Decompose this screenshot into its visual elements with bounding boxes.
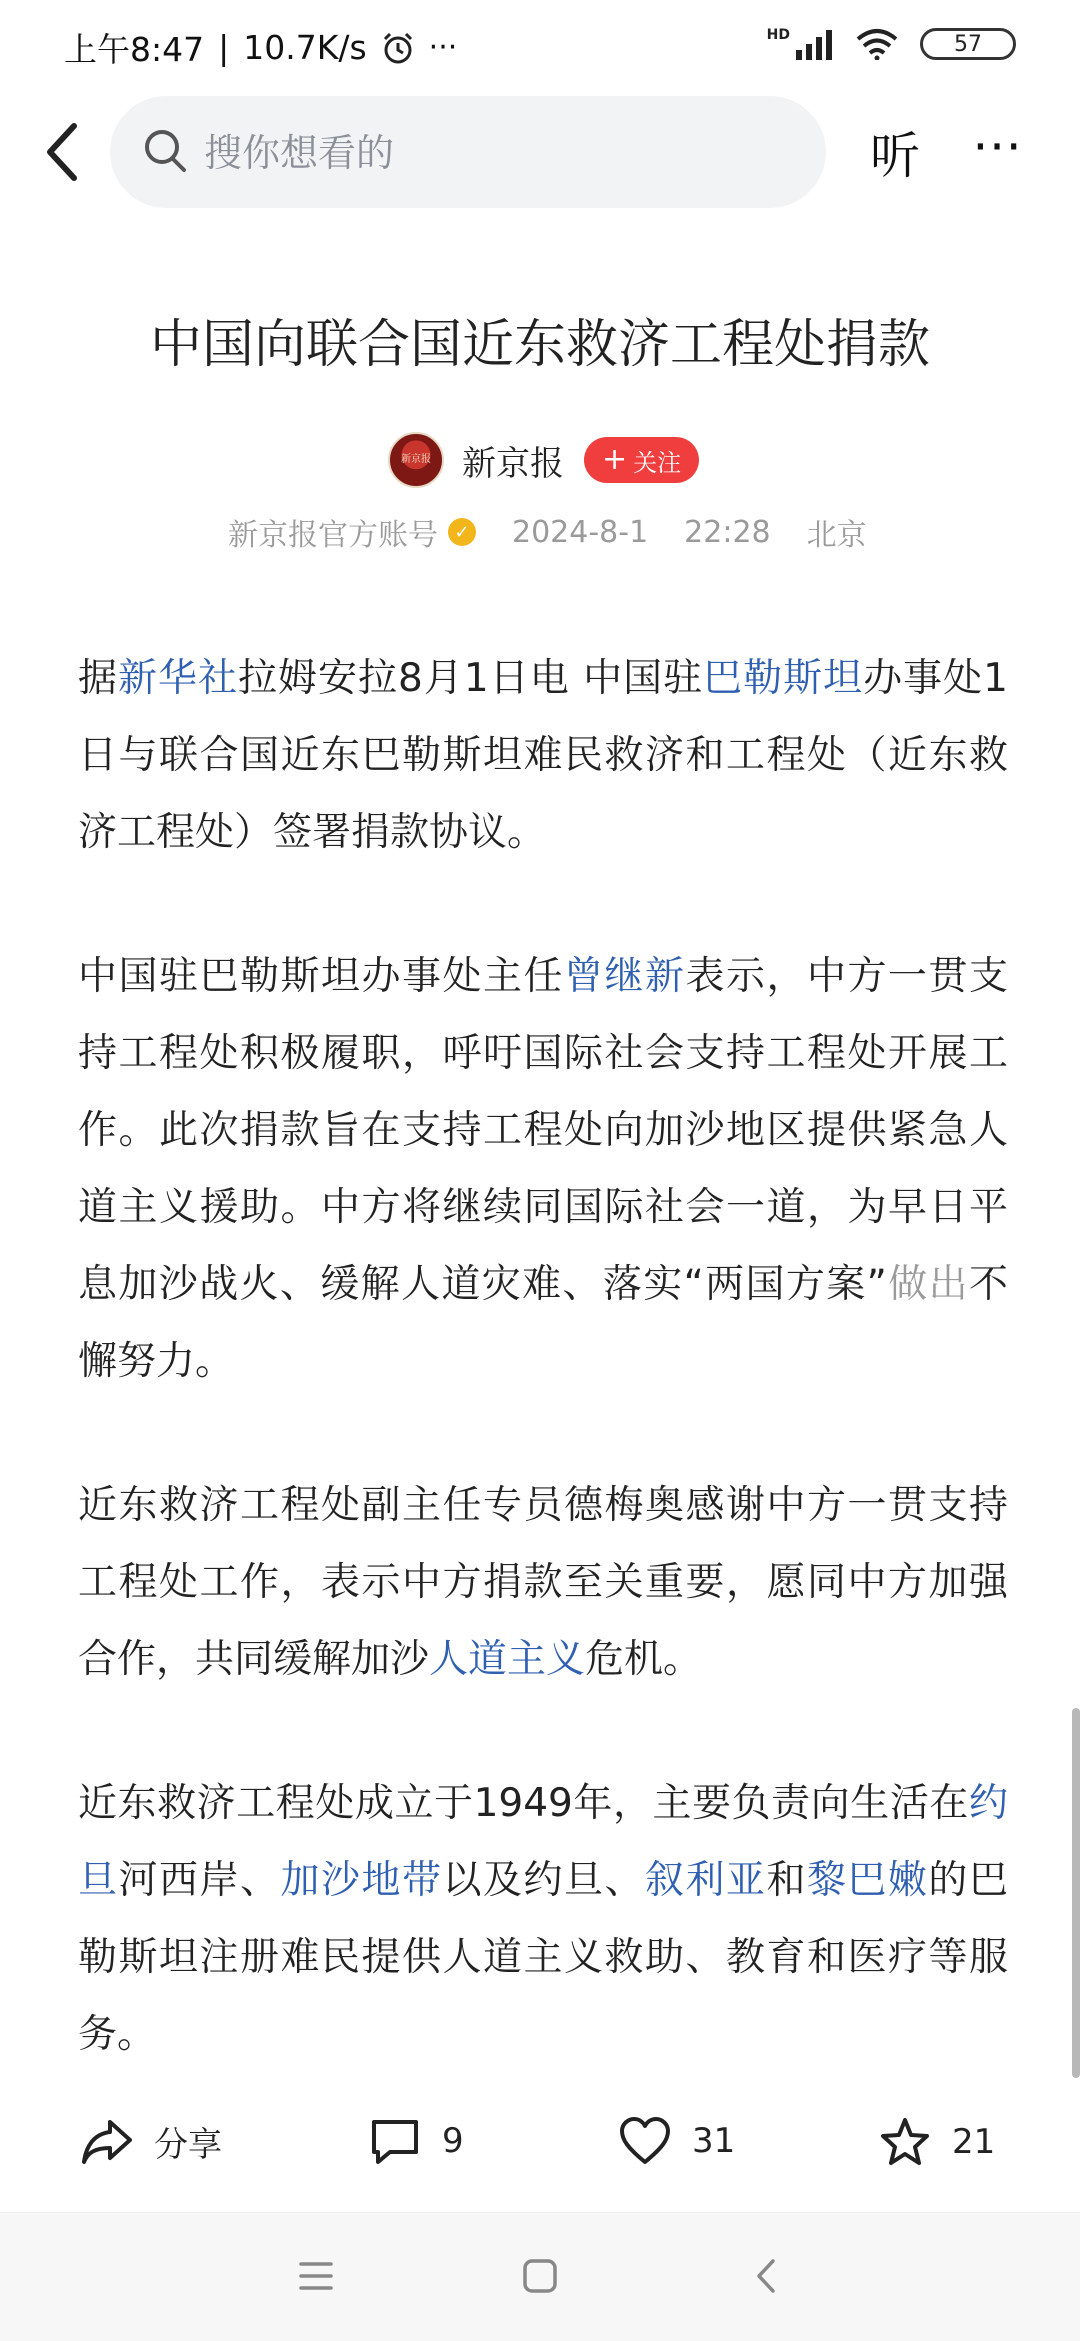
- article-title: 中国向联合国近东救济工程处捐款: [149, 315, 930, 375]
- follow-button[interactable]: [584, 437, 699, 483]
- scrollbar[interactable]: [1072, 1708, 1080, 2078]
- link-lebanon[interactable]: 黎巴嫩: [806, 1858, 929, 1903]
- meta-row: [228, 510, 867, 554]
- battery-level: 57: [954, 31, 982, 57]
- link-humanitarian[interactable]: 人道主义: [429, 1637, 586, 1682]
- comment-button[interactable]: [368, 2116, 464, 2166]
- follow-label: 关注: [633, 448, 682, 477]
- search-input[interactable]: [110, 96, 826, 208]
- share-button[interactable]: [80, 2116, 222, 2166]
- link-gaza-strip[interactable]: 加沙地带: [280, 1858, 443, 1903]
- signal-icon: [794, 28, 834, 60]
- alarm-icon: [381, 31, 415, 65]
- star-icon: [878, 2116, 932, 2168]
- avatar[interactable]: [388, 432, 444, 488]
- like-button[interactable]: [618, 2116, 735, 2166]
- menu-icon[interactable]: [298, 2259, 334, 2293]
- favorite-button[interactable]: [878, 2116, 995, 2168]
- avatar-text: 新京报: [401, 454, 431, 465]
- paragraph-4: [78, 1765, 1008, 2073]
- publish-date: 2024-8-1: [512, 514, 649, 550]
- status-speed: 10.7K/s: [243, 28, 367, 67]
- paragraph-1: [78, 640, 1008, 871]
- link-syria[interactable]: 叙利亚: [644, 1858, 767, 1903]
- link-xinhua[interactable]: 新华社: [118, 656, 239, 701]
- back-button[interactable]: [40, 118, 96, 186]
- system-nav-bar: [0, 2212, 1080, 2341]
- share-label: 分享: [154, 2124, 222, 2165]
- obscured-text: 做出: [886, 1262, 969, 1307]
- status-time: 上午8:47: [64, 30, 205, 69]
- paragraph-3: [78, 1467, 1008, 1698]
- wifi-icon: [856, 28, 898, 60]
- text-segment: 危机。: [585, 1637, 703, 1682]
- back-arrow-icon: [40, 118, 88, 186]
- status-divider: |: [218, 28, 230, 67]
- publish-location: 北京: [806, 518, 867, 553]
- text-segment: 中国驻巴勒斯坦办事处主任: [78, 954, 564, 999]
- more-button[interactable]: ⋯: [972, 116, 1024, 174]
- text-segment: 表示，中方一贯支持工程处积极履职，呼吁国际社会支持工程处开展工作。此次捐款旨在支持工程处向加沙地区提供紧急人道主义援助。中方将继续同国际社会一道，为早日平息加沙战火、缓解人道灾难、落实“两国方案”: [78, 954, 1008, 1307]
- text-segment: 不懈努力。: [78, 1262, 1008, 1384]
- heart-icon: [618, 2116, 672, 2166]
- text-segment: 近东救济工程处成立于1949年，主要负责向生活在: [78, 1781, 969, 1826]
- action-bar: [0, 2098, 1080, 2208]
- status-left: [64, 24, 457, 71]
- text-segment: 近东救济工程处副主任专员德梅奥感谢中方一贯支持工程处工作，表示中方捐款至关重要，愿同中方加强合作，共同缓解加沙: [78, 1483, 1008, 1682]
- top-bar: [0, 96, 1080, 208]
- text-segment: 河西岸、: [118, 1858, 281, 1903]
- text-segment: 据: [78, 656, 119, 701]
- share-icon: [80, 2116, 134, 2166]
- link-palestine[interactable]: 巴勒斯坦: [703, 656, 864, 701]
- battery-indicator: [920, 28, 1016, 60]
- search-icon: [142, 126, 190, 176]
- article-body: [78, 640, 1008, 2140]
- search-placeholder: 搜你想看的: [204, 131, 395, 175]
- link-jordan[interactable]: 约旦: [78, 1781, 1008, 1903]
- text-segment: 拉姆安拉8月1日电 中国驻: [238, 656, 704, 701]
- verified-icon: ✓: [448, 518, 476, 546]
- text-segment: 的巴勒斯坦注册难民提供人道主义救助、教育和医疗等服务。: [78, 1858, 1008, 2057]
- author-row: [388, 432, 699, 488]
- plus-icon: +: [602, 442, 628, 477]
- text-segment: 以及约旦、: [442, 1858, 645, 1903]
- comment-count: 9: [442, 2121, 464, 2161]
- favorite-count: 21: [952, 2122, 996, 2162]
- nav-back-icon[interactable]: [754, 2257, 778, 2295]
- text-segment: 办事处1日与联合国近东巴勒斯坦难民救济和工程处（近东救济工程处）签署捐款协议。: [78, 656, 1008, 855]
- account-type: 新京报官方账号: [228, 518, 438, 553]
- listen-button[interactable]: 听: [870, 127, 920, 185]
- publish-time: 22:28: [684, 514, 771, 550]
- home-icon[interactable]: [522, 2257, 558, 2295]
- text-segment: 和: [766, 1858, 807, 1903]
- paragraph-2: [78, 938, 1008, 1400]
- author-name[interactable]: 新京报: [462, 443, 564, 484]
- network-label: HD: [766, 27, 790, 43]
- comment-icon: [368, 2116, 422, 2166]
- status-bar: [0, 0, 1080, 96]
- status-more: ···: [428, 30, 458, 65]
- link-zeng-jixin[interactable]: 曾继新: [563, 954, 686, 999]
- like-count: 31: [692, 2121, 736, 2161]
- status-right: [767, 28, 1016, 60]
